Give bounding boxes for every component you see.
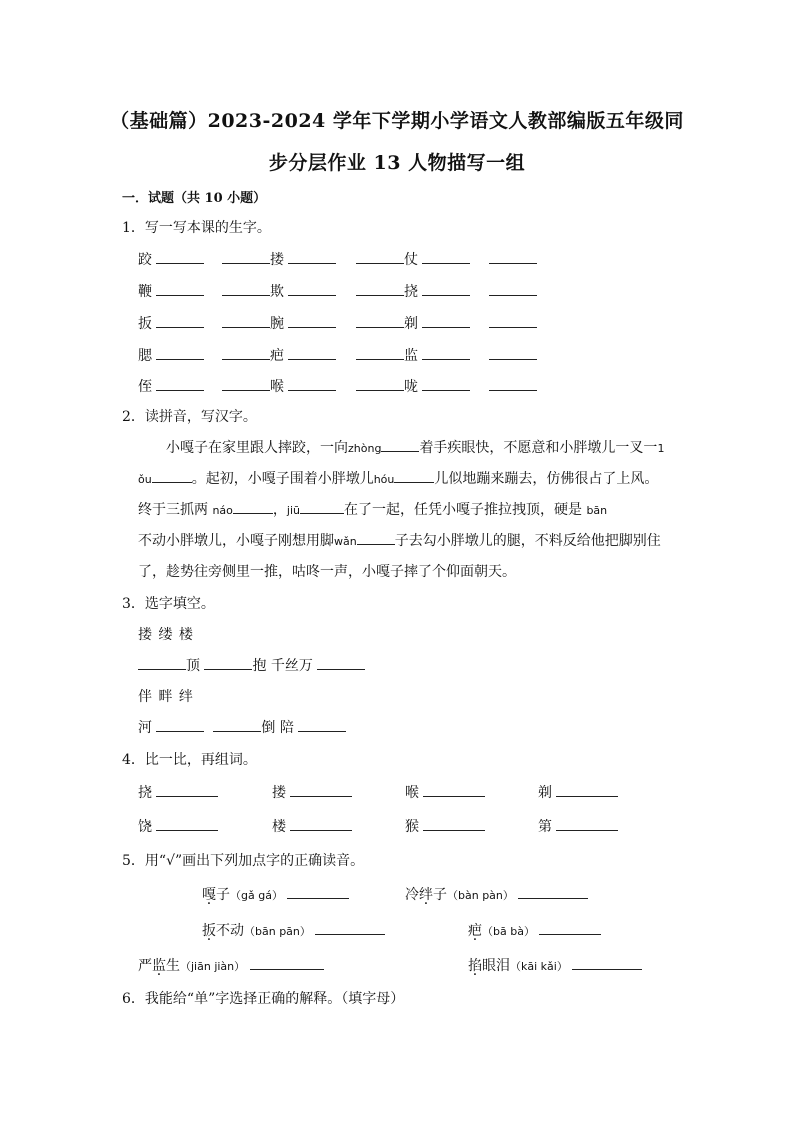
- answer-blank[interactable]: [489, 376, 537, 391]
- answer-blank[interactable]: [539, 920, 601, 935]
- q1-row2-col3: 挠: [356, 281, 470, 301]
- q4-row1-item4: 剃: [538, 782, 618, 802]
- q2-line-5: 了，趁势往旁侧里一推，咕咚一声，小嘎子摔了个仰面朝天。: [138, 564, 516, 580]
- q2-line-2: ǒu 。起初，小嘎子围着小胖墩儿hóu 儿似地蹦来蹦去，仿佛很占了上风。: [138, 468, 658, 488]
- answer-blank[interactable]: [156, 816, 218, 831]
- answer-blank[interactable]: [222, 313, 270, 328]
- question-4-label: 4．比一比，再组词。: [122, 752, 257, 768]
- question-1-label: 1．写一写本课的生字。: [122, 220, 271, 236]
- q1-row3-col3: 剃: [356, 313, 470, 333]
- q1-row5-col3: 咙: [356, 376, 470, 396]
- q1-row1-col1: 跤: [138, 249, 204, 269]
- answer-blank[interactable]: [489, 249, 537, 264]
- q1-row1-col4: [489, 249, 537, 268]
- answer-blank[interactable]: [222, 345, 270, 360]
- q2-line-4: 不动小胖墩儿，小嘎子刚想用脚wǎn 子去勾小胖墩儿的腿，不料反给他把脚别住: [138, 530, 661, 550]
- q1-row3-col2: 腕: [222, 313, 336, 333]
- answer-blank[interactable]: [422, 281, 470, 296]
- answer-blank[interactable]: [572, 955, 642, 970]
- answer-blank[interactable]: [298, 717, 346, 732]
- answer-blank[interactable]: [489, 313, 537, 328]
- q4-row2-item4: 第: [538, 816, 618, 836]
- answer-blank[interactable]: [233, 499, 273, 514]
- q5-item-5: 严监生（jiān jiàn）: [138, 955, 324, 975]
- answer-blank[interactable]: [356, 249, 404, 264]
- q5-item-6: 掐眼泪（kāi kǎi）: [468, 955, 642, 975]
- answer-blank[interactable]: [423, 782, 485, 797]
- answer-blank[interactable]: [288, 249, 336, 264]
- answer-blank[interactable]: [317, 655, 365, 670]
- answer-blank[interactable]: [288, 376, 336, 391]
- answer-blank[interactable]: [290, 782, 352, 797]
- answer-blank[interactable]: [222, 281, 270, 296]
- q3-choice-group-1: 搂 缕 楼: [138, 627, 194, 643]
- answer-blank[interactable]: [422, 345, 470, 360]
- q5-item-3: 扳不动（bān pān）: [202, 920, 385, 940]
- answer-blank[interactable]: [222, 376, 270, 391]
- question-2-label: 2．读拼音，写汉字。: [122, 409, 257, 425]
- title-line-2: 步分层作业 13 人物描写一组: [268, 152, 526, 174]
- answer-blank[interactable]: [556, 782, 618, 797]
- answer-blank[interactable]: [156, 345, 204, 360]
- q4-row2-item3: 猴: [405, 816, 485, 836]
- answer-blank[interactable]: [422, 376, 470, 391]
- q3-fill-row-2: 河 倒 陪: [138, 717, 346, 737]
- answer-blank[interactable]: [394, 468, 434, 483]
- answer-blank[interactable]: [381, 437, 419, 452]
- answer-blank[interactable]: [156, 313, 204, 328]
- section-heading: 一．试题（共 10 小题）: [122, 191, 267, 206]
- q4-row2-item2: 楼: [272, 816, 352, 836]
- answer-blank[interactable]: [422, 313, 470, 328]
- answer-blank[interactable]: [288, 345, 336, 360]
- answer-blank[interactable]: [315, 920, 385, 935]
- answer-blank[interactable]: [287, 884, 349, 899]
- answer-blank[interactable]: [356, 313, 404, 328]
- q1-row4-col2: 疤: [222, 345, 336, 365]
- q1-row5-col2: 喉: [222, 376, 336, 396]
- answer-blank[interactable]: [288, 313, 336, 328]
- answer-blank[interactable]: [213, 717, 261, 732]
- q4-row1-item2: 搂: [272, 782, 352, 802]
- answer-blank[interactable]: [356, 376, 404, 391]
- title-line-1: （基础篇）2023-2024 学年下学期小学语文人教部编版五年级同: [110, 110, 684, 132]
- q3-fill-row-1: 顶 抱 千丝万: [138, 655, 365, 675]
- q1-row5-col4: [489, 376, 537, 395]
- q4-row2-item1: 饶: [138, 816, 218, 836]
- answer-blank[interactable]: [138, 655, 186, 670]
- answer-blank[interactable]: [222, 249, 270, 264]
- q4-row1-item1: 挠: [138, 782, 218, 802]
- question-3-label: 3．选字填空。: [122, 596, 215, 612]
- q1-row3-col1: 扳: [138, 313, 204, 333]
- answer-blank[interactable]: [156, 376, 204, 391]
- q1-row2-col2: 欺: [222, 281, 336, 301]
- question-5-label: 5．用“√”画出下列加点字的正确读音。: [122, 853, 365, 869]
- answer-blank[interactable]: [156, 249, 204, 264]
- answer-blank[interactable]: [556, 816, 618, 831]
- answer-blank[interactable]: [156, 281, 204, 296]
- q5-item-2: 冷绊子（bàn pàn）: [405, 884, 588, 904]
- answer-blank[interactable]: [300, 499, 344, 514]
- q3-choice-group-2: 伴 畔 绊: [138, 689, 194, 705]
- q1-row4-col1: 腮: [138, 345, 204, 365]
- answer-blank[interactable]: [290, 816, 352, 831]
- q4-row1-item3: 喉: [405, 782, 485, 802]
- q1-row4-col4: [489, 345, 537, 364]
- answer-blank[interactable]: [489, 281, 537, 296]
- q2-line-1: 小嘎子在家里跟人摔跤，一向zhòng 着手疾眼快，不愿意和小胖墩儿一叉一1: [166, 437, 664, 457]
- answer-blank[interactable]: [204, 655, 252, 670]
- answer-blank[interactable]: [356, 345, 404, 360]
- answer-blank[interactable]: [156, 782, 218, 797]
- answer-blank[interactable]: [489, 345, 537, 360]
- q1-row2-col1: 鞭: [138, 281, 204, 301]
- answer-blank[interactable]: [250, 955, 324, 970]
- q2-line-3: 终于三抓两 náo ，jiū 在了一起，任凭小嘎子推拉拽顶，硬是 bān: [138, 499, 607, 519]
- answer-blank[interactable]: [288, 281, 336, 296]
- q1-row5-col1: 侄: [138, 376, 204, 396]
- q1-row1-col2: 搂: [222, 249, 336, 269]
- answer-blank[interactable]: [423, 816, 485, 831]
- q1-row4-col3: 监: [356, 345, 470, 365]
- answer-blank[interactable]: [422, 249, 470, 264]
- q1-row3-col4: [489, 313, 537, 332]
- answer-blank[interactable]: [518, 884, 588, 899]
- answer-blank[interactable]: [357, 530, 395, 545]
- question-6-label: 6．我能给“单”字选择正确的解释。（填字母）: [122, 991, 405, 1007]
- q5-item-4: 疤（bā bà）: [468, 920, 601, 940]
- answer-blank[interactable]: [356, 281, 404, 296]
- answer-blank[interactable]: [152, 468, 192, 483]
- q5-item-1: 嘎子（gǎ gá）: [202, 884, 349, 904]
- answer-blank[interactable]: [156, 717, 204, 732]
- q1-row1-col3: 仗: [356, 249, 470, 269]
- q1-row2-col4: [489, 281, 537, 300]
